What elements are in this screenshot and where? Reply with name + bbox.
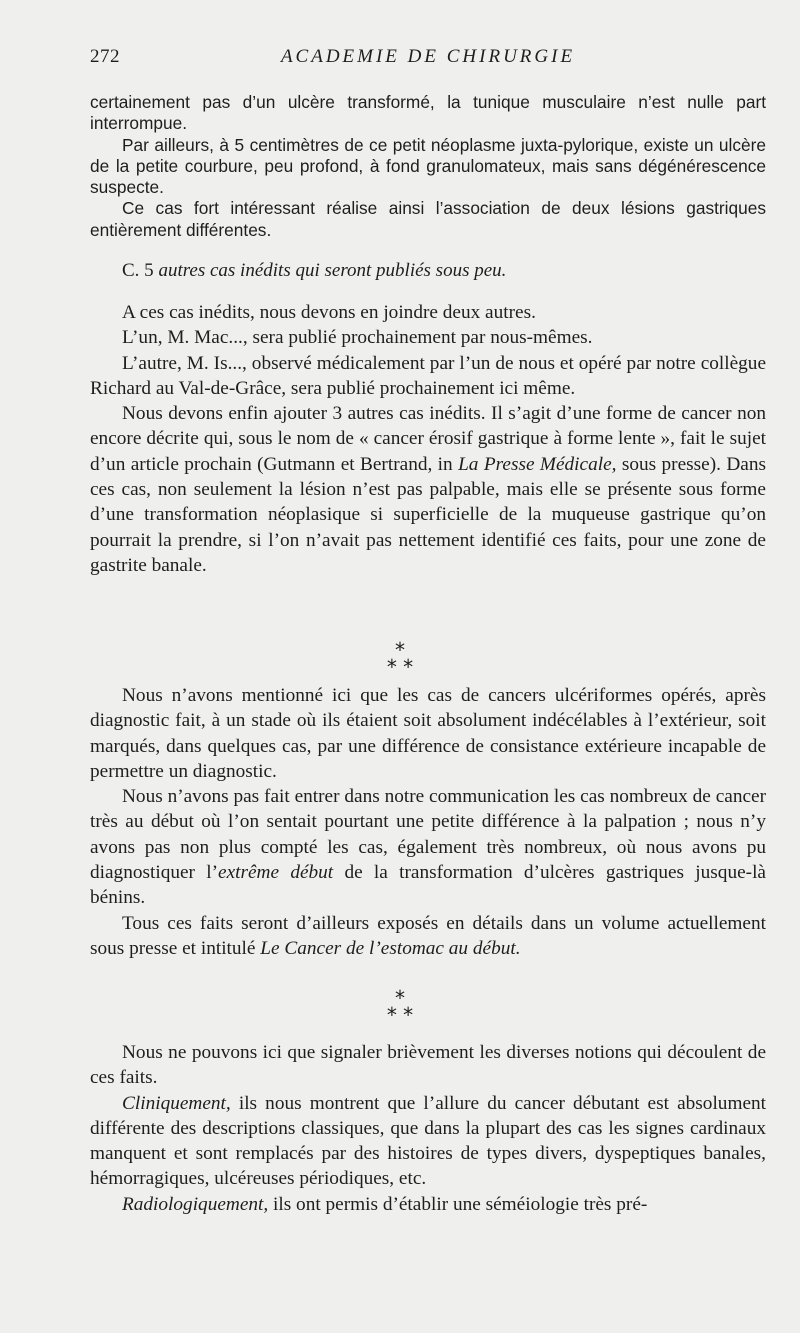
emphasis: Radiologiquement, <box>122 1193 269 1215</box>
paragraph: L’autre, M. Is..., observé médicalement par l’un de nous et opéré par notre collègue Richard au Val-de-Grâce, sera publié prochainement ici même. <box>90 352 766 399</box>
section-heading-label: C. 5 <box>122 260 154 281</box>
top-section <box>90 92 766 241</box>
asterism-divider-2 <box>0 986 800 1027</box>
emphasis: Cliniquement, <box>122 1092 231 1114</box>
section-3 <box>90 1040 766 1217</box>
paragraph: Par ailleurs, à 5 centimètres de ce petit néoplasme juxta-pylorique, existe un ulcère de la petite courbure, peu profond, à fond granulomateux, mais sans dégénérescence suspecte. <box>90 134 766 198</box>
paragraph <box>90 784 766 910</box>
paragraph <box>90 1192 766 1217</box>
text-run: Nous n’avons pas fait entrer dans notre communication les cas nombreux de cancer très au début où l’on sentait pourtant une petite différence à la palpation ; nous n’y avons pas non plus compté les cas, également très nombreux, où nous avons pu diagnostiquer l’ <box>90 786 766 884</box>
book-title: Le Cancer de l’estomac au début. <box>260 937 521 959</box>
paragraph <box>90 1091 766 1192</box>
asterism-star: * <box>395 638 405 662</box>
paragraph: Nous ne pouvons ici que signaler brièvement les diverses notions qui découlent de ces faits. <box>90 1042 766 1089</box>
paragraph: certainement pas d’un ulcère transformé, la tunique musculaire n’est nulle part interrompue. <box>90 92 766 134</box>
text-run: Tous ces faits seront d’ailleurs exposés en détails dans un volume actuellement sous presse et intitulé <box>90 912 766 959</box>
asterism-stars: * * <box>386 655 414 679</box>
section-heading <box>90 258 766 284</box>
paragraph: Nous n’avons mentionné ici que les cas de cancers ulcériformes opérés, après diagnostic fait, à un stade où ils étaient soit absolument indécélables à l’extérieur, soit marqués, dans quelques cas, par une différence de consistance extérieure incapable de permettre un diagnostic. <box>90 685 766 782</box>
text-run: ils ont permis d’établir une séméiologie très pré- <box>268 1193 648 1215</box>
section-c <box>90 258 766 578</box>
paragraph: L’un, M. Mac..., sera publié prochainement par nous-mêmes. <box>122 327 593 349</box>
text-run: Nous devons enfin ajouter 3 autres cas inédits. Il s’agit d’une forme de cancer non encore décrite qui, sous le nom de « cancer érosif gastrique à forme lente », fait le sujet d’un article prochain (Gutmann et Bertrand, in <box>90 403 766 475</box>
asterism-divider <box>0 638 800 679</box>
paragraph: A ces cas inédits, nous devons en joindre deux autres. <box>122 302 536 323</box>
paragraph <box>90 911 766 962</box>
journal-title: La Presse Médicale, <box>458 453 617 475</box>
text-run: sous presse). Dans ces cas, non seulement la lésion n’est pas palpable, mais elle se présente sous forme d’une transformation néoplasique si superficielle de la muqueuse gastrique qu’on pourrait la prendre, si l’on n’avait pas nettement identifié ces faits, pour une zone de gastrite banale. <box>90 453 766 576</box>
paragraph: Ce cas fort intéressant réalise ainsi l’association de deux lésions gastriques entièrement différentes. <box>90 198 766 240</box>
emphasis: extrême début <box>218 862 334 884</box>
section-heading-title: autres cas inédits qui seront publiés sous peu. <box>158 260 507 281</box>
section-2 <box>90 683 766 961</box>
text-run: de la transformation d’ulcères gastriques jusque-là bénins. <box>90 862 766 909</box>
text-run: ils nous montrent que l’allure du cancer débutant est absolument différente des descriptions classiques, que dans la plupart des cas les signes cardinaux manquent et sont remplacés par des histoires de types divers, dyspeptiques banales, hémorragiques, ulcéreuses périodiques, etc. <box>90 1092 766 1190</box>
asterism-stars: * * <box>386 1003 414 1027</box>
paragraph <box>90 401 766 578</box>
page-number: 272 <box>90 46 120 67</box>
page-header <box>90 46 766 72</box>
asterism-star: * <box>395 986 405 1010</box>
running-title: ACADEMIE DE CHIRURGIE <box>280 46 576 67</box>
